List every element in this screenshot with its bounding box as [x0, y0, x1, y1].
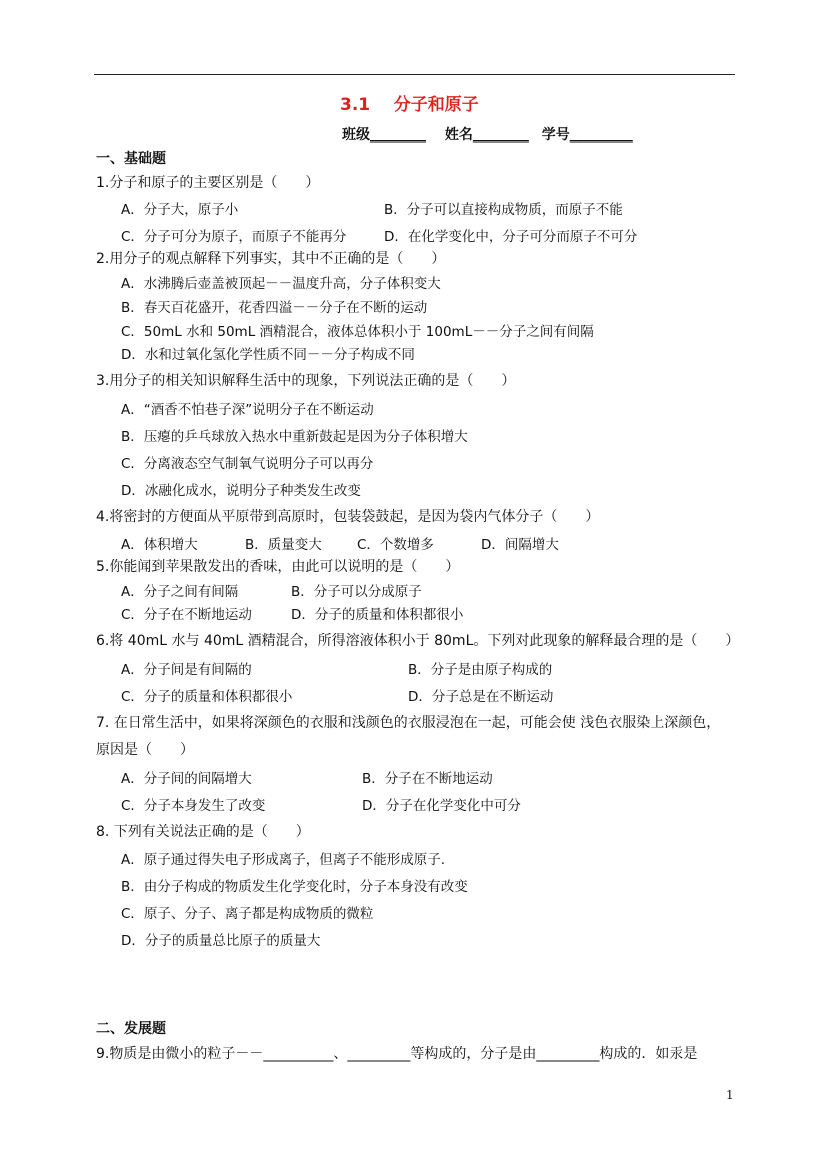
question-1-option-b: B．分子可以直接构成物质，而原子不能	[384, 202, 623, 218]
question-1-option-a: A．分子大，原子小	[121, 202, 239, 218]
id-label: 学号	[541, 127, 570, 143]
question-7-stem: 7. 在日常生活中，如果将深颜色的衣服和浅颜色的衣服浸泡在一起，可能会使 浅色衣服染上深颜色，	[96, 715, 721, 731]
section-basic-heading: 一、基础题	[96, 151, 166, 167]
question-4-option-a: A．体积增大	[121, 537, 198, 553]
page-title: 3.1 分子和原子	[340, 95, 479, 115]
question-7-stem-continued: 原因是（ ）	[96, 742, 194, 758]
header-rule	[94, 74, 735, 75]
question-7-option-a: A．分子间的间隔增大	[121, 771, 252, 787]
question-4-option-b: B．质量变大	[245, 537, 322, 553]
student-info-row	[342, 124, 633, 144]
question-6-option-b: B．分子是由原子构成的	[408, 662, 553, 678]
question-5-option-a: A．分子之间有间隔	[121, 584, 239, 600]
question-3-option-b: B．压瘪的乒乓球放入热水中重新鼓起是因为分子体积增大	[121, 429, 468, 445]
question-2-option-a: A．水沸腾后壶盖被顶起－－温度升高，分子体积变大	[121, 276, 441, 292]
question-4-option-d: D．间隔增大	[481, 537, 559, 553]
class-blank: ________	[370, 127, 426, 143]
question-5-option-d: D．分子的质量和体积都很小	[291, 607, 464, 623]
question-3-stem: 3.用分子的相关知识解释生活中的现象，下列说法正确的是（ ）	[96, 373, 516, 389]
question-3-option-d: D．冰融化成水，说明分子种类发生改变	[121, 483, 361, 499]
question-6-option-d: D．分子总是在不断运动	[408, 689, 554, 705]
page-number: 1	[726, 1088, 734, 1102]
question-3-option-c: C．分离液态空气制氧气说明分子可以再分	[121, 456, 374, 472]
question-7-option-d: D．分子在化学变化中可分	[362, 798, 521, 814]
section-development-heading: 二、发展题	[96, 1021, 166, 1037]
question-6-option-a: A．分子间是有间隔的	[121, 662, 252, 678]
question-3-option-a: A．“酒香不怕巷子深”说明分子在不断运动	[121, 402, 374, 418]
question-8-stem: 8. 下列有关说法正确的是（ ）	[96, 824, 310, 840]
question-5-option-b: B．分子可以分成原子	[291, 584, 422, 600]
name-blank: ________	[472, 127, 529, 143]
question-1-stem: 1.分子和原子的主要区别是（ ）	[96, 175, 320, 191]
question-8-option-c: C．原子、分子、离子都是构成物质的微粒	[121, 906, 374, 922]
question-8-option-a: A．原子通过得失电子形成离子，但离子不能形成原子.	[121, 852, 446, 868]
question-2-stem: 2.用分子的观点解释下列事实，其中不正确的是（ ）	[96, 251, 446, 267]
question-8-option-d: D．分子的质量总比原子的质量大	[121, 933, 321, 949]
question-4-option-c: C．个数增多	[357, 537, 434, 553]
question-1-option-d: D．在化学变化中，分子可分而原子不可分	[384, 229, 638, 245]
question-6-stem: 6.将 40mL 水与 40mL 酒精混合，所得溶液体积小于 80mL。下列对此现象的解释最合理的是（ ）	[96, 633, 740, 649]
question-2-option-b: B．春天百花盛开，花香四溢－－分子在不断的运动	[121, 300, 428, 316]
class-label: 班级	[342, 127, 370, 143]
question-2-option-c: C．50mL 水和 50mL 酒精混合，液体总体积小于 100mL－－分子之间有间隔	[121, 324, 594, 340]
question-2-option-d: D．水和过氧化氢化学性质不同－－分子构成不同	[121, 347, 415, 363]
question-5-stem: 5.你能闻到苹果散发出的香味，由此可以说明的是（ ）	[96, 559, 460, 575]
question-7-option-c: C．分子本身发生了改变	[121, 798, 266, 814]
question-5-option-c: C．分子在不断地运动	[121, 607, 252, 623]
question-6-option-c: C．分子的质量和体积都很小	[121, 689, 293, 705]
question-7-option-b: B．分子在不断地运动	[362, 771, 493, 787]
question-8-option-b: B．由分子构成的物质发生化学变化时，分子本身没有改变	[121, 879, 468, 895]
question-1-option-c: C．分子可分为原子，而原子不能再分	[121, 229, 347, 245]
question-4-stem: 4.将密封的方便面从平原带到高原时，包装袋鼓起，是因为袋内气体分子（ ）	[96, 509, 600, 525]
id-blank: _________	[569, 127, 633, 143]
question-9-stem: 9.物质是由微小的粒子－－__________、_________等构成的，分子是由_________构成的．如汞是	[96, 1046, 698, 1062]
name-label: 姓名	[444, 127, 473, 143]
